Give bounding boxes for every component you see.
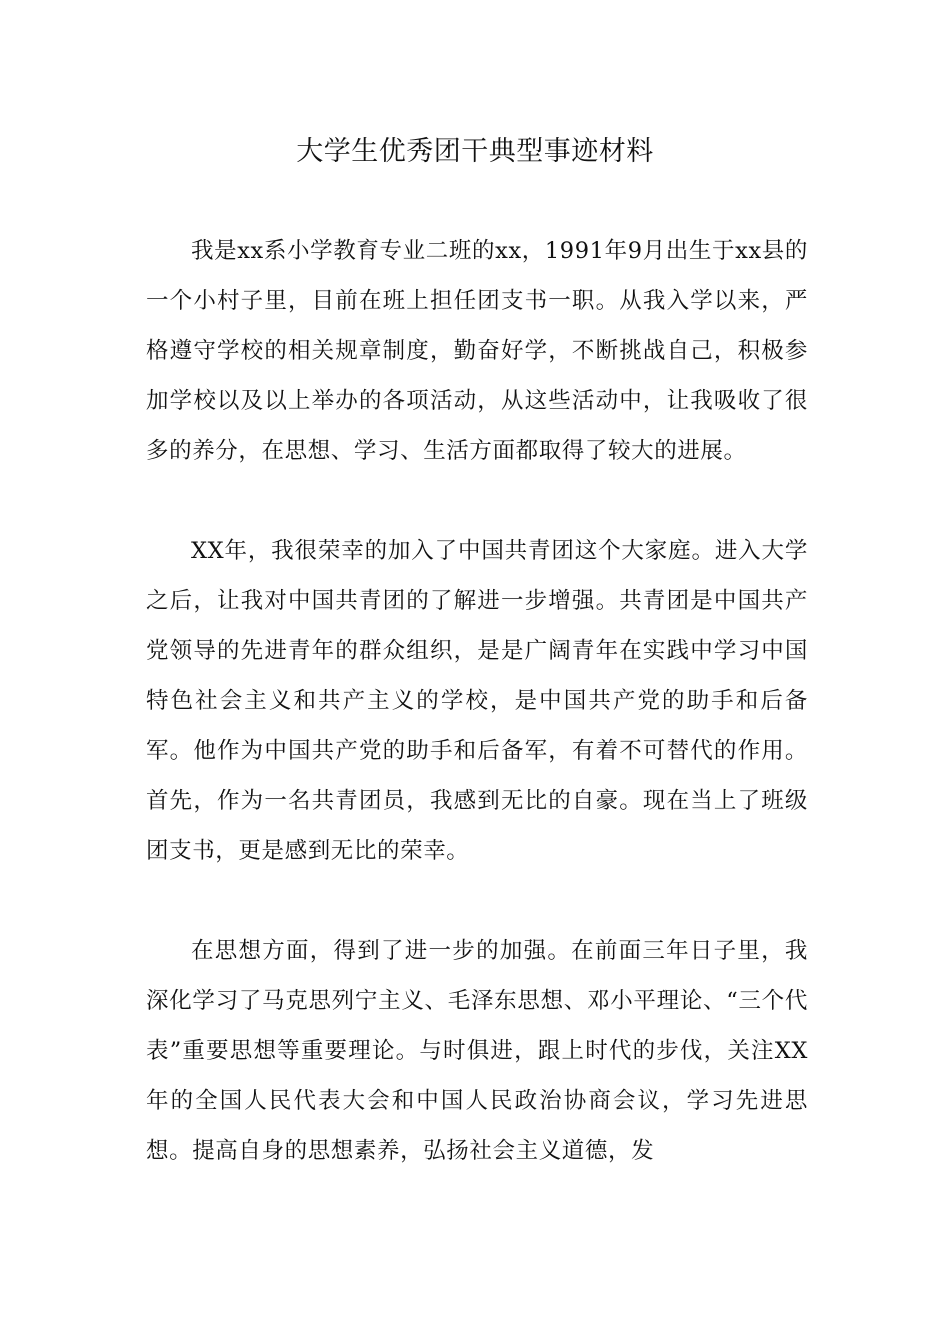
paragraph-2: XX年，我很荣幸的加入了中国共青团这个大家庭。进入大学之后，让我对中国共青团的了解进一步增强。共青团是中国共产党领导的先进青年的群众组织，是是广阔青年在实践中学习中国特色社会主义和共产主义的学校，是中国共产党的助手和后备军。他作为中国共产党的助手和后备军，有着不可替代的作用。首先，作为一名共青团员，我感到无比的自豪。现在当上了班级团支书，更是感到无比的荣幸。 — [146, 538, 808, 864]
paragraph-1: 我是xx系小学教育专业二班的xx，1991年9月出生于xx县的一个小村子里，目前在班上担任团支书一职。从我入学以来，严格遵守学校的相关规章制度，勤奋好学，不断挑战自己，积极参加学校以及以上举办的各项活动，从这些活动中，让我吸收了很多的养分，在思想、学习、生活方面都取得了较大的进展。 — [146, 238, 808, 464]
paragraph-3: 在思想方面，得到了进一步的加强。在前面三年日子里，我深化学习了马克思列宁主义、毛泽东思想、邓小平理论、“三个代表”重要思想等重要理论。与时俱进，跟上时代的步伐，关注XX年的全国人民代表大会和中国人民政治协商会议，学习先进思想。提高自身的思想素养，弘扬社会主义道德，发 — [146, 938, 808, 1164]
document-body — [146, 226, 808, 1226]
document-title: 大学生优秀团干典型事迹材料 — [296, 136, 654, 167]
